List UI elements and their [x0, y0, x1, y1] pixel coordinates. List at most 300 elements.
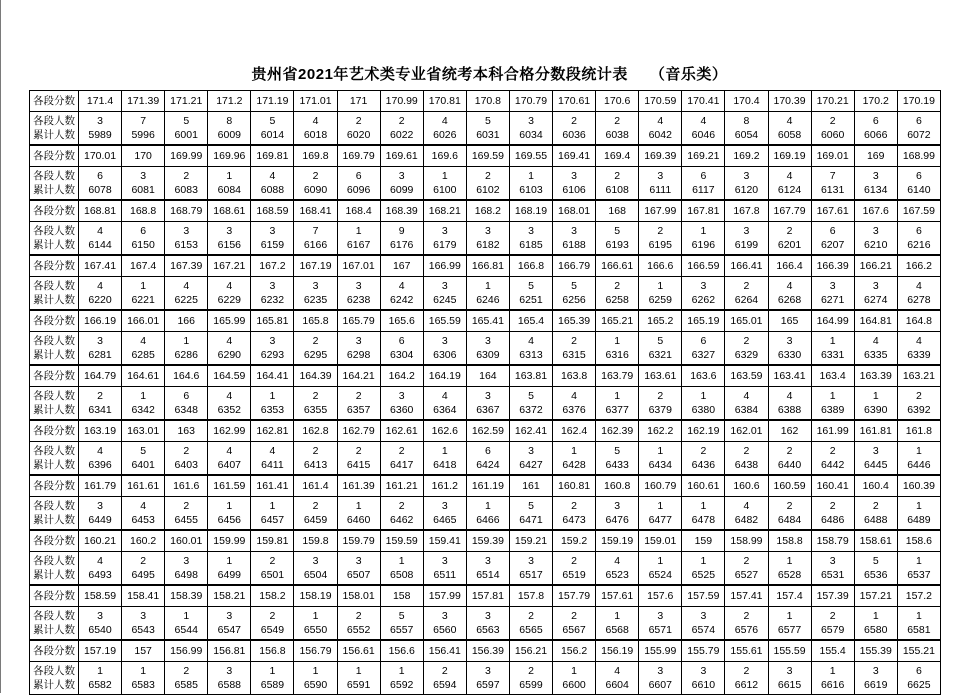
score-cell: 159.79 — [337, 530, 380, 552]
segment-count: 3 — [872, 170, 879, 182]
count-cell — [639, 552, 682, 586]
score-cell: 164.99 — [811, 310, 854, 332]
segment-count: 6 — [915, 170, 922, 182]
count-cell — [380, 497, 423, 531]
cumulative-count: 6379 — [648, 404, 672, 416]
score-cell: 167.4 — [122, 255, 165, 277]
segment-count: 2 — [571, 610, 577, 622]
segment-count: 3 — [700, 665, 707, 677]
segment-count: 3 — [571, 170, 577, 182]
count-cell — [337, 112, 380, 146]
count-cell — [811, 662, 854, 695]
cumulative-count-label: 累计人数 — [33, 404, 75, 416]
count-cell — [294, 387, 337, 421]
segment-count: 2 — [571, 555, 577, 567]
count-cell — [294, 662, 337, 695]
cumulative-count: 6083 — [174, 184, 198, 196]
segment-count: 1 — [97, 665, 103, 677]
score-row — [30, 475, 941, 497]
cumulative-count: 6100 — [433, 184, 457, 196]
cumulative-count: 5996 — [131, 129, 155, 141]
segment-count: 4 — [657, 115, 664, 127]
segment-count: 3 — [398, 170, 405, 182]
count-cell — [639, 607, 682, 641]
score-cell: 155.99 — [639, 640, 682, 662]
score-cell: 168.39 — [380, 200, 423, 222]
segment-count: 2 — [355, 115, 362, 127]
count-row-label — [30, 662, 79, 695]
score-row-label: 各段分数 — [30, 145, 79, 167]
cumulative-count: 6511 — [433, 569, 457, 581]
score-cell: 170.2 — [854, 91, 897, 112]
segment-count: 1 — [657, 500, 664, 512]
score-cell: 159.81 — [251, 530, 294, 552]
score-cell: 165.4 — [509, 310, 552, 332]
cumulative-count: 6251 — [519, 294, 543, 306]
score-cell: 160.39 — [897, 475, 940, 497]
score-cell: 168.4 — [337, 200, 380, 222]
count-cell — [122, 607, 165, 641]
cumulative-count-label: 累计人数 — [33, 184, 75, 196]
score-cell: 156.19 — [596, 640, 639, 662]
score-cell: 166.01 — [122, 310, 165, 332]
count-cell — [811, 607, 854, 641]
score-cell: 162 — [768, 420, 811, 442]
segment-count: 4 — [872, 335, 879, 347]
count-cell — [380, 387, 423, 421]
count-cell — [337, 387, 380, 421]
count-cell — [294, 607, 337, 641]
segment-count: 1 — [700, 225, 707, 237]
cumulative-count: 6560 — [433, 624, 457, 636]
cumulative-count: 6182 — [476, 239, 500, 251]
cumulative-count: 6528 — [777, 569, 802, 581]
score-cell: 167.59 — [897, 200, 940, 222]
score-cell: 160.81 — [553, 475, 596, 497]
score-cell: 159.59 — [380, 530, 423, 552]
score-cell: 168.8 — [122, 200, 165, 222]
score-cell: 158.8 — [768, 530, 811, 552]
count-cell — [423, 112, 466, 146]
score-cell: 168.2 — [466, 200, 509, 222]
cumulative-count-label: 累计人数 — [33, 514, 75, 526]
cumulative-count: 6615 — [777, 679, 802, 691]
score-cell: 168.61 — [208, 200, 251, 222]
cumulative-count: 6264 — [734, 294, 759, 306]
score-cell: 161.39 — [337, 475, 380, 497]
segment-count: 3 — [441, 610, 448, 622]
cumulative-count: 6036 — [562, 129, 586, 141]
cumulative-count: 6563 — [476, 624, 500, 636]
score-row-label: 各段分数 — [30, 420, 79, 442]
segment-count: 3 — [872, 665, 879, 677]
count-cell — [768, 442, 811, 476]
cumulative-count-label: 累计人数 — [33, 459, 75, 471]
cumulative-count: 6102 — [476, 184, 500, 196]
segment-count: 2 — [97, 390, 103, 402]
cumulative-count: 6220 — [88, 294, 112, 306]
score-cell: 170 — [122, 145, 165, 167]
count-cell — [208, 662, 251, 695]
segment-count: 1 — [657, 555, 664, 567]
count-cell — [553, 607, 596, 641]
cumulative-count: 6108 — [605, 184, 629, 196]
segment-count-label: 各段人数 — [33, 665, 75, 677]
score-row — [30, 145, 941, 167]
cumulative-count: 6357 — [346, 404, 371, 416]
cumulative-count: 6565 — [519, 624, 543, 636]
segment-count: 2 — [829, 500, 836, 512]
score-cell: 156.81 — [208, 640, 251, 662]
segment-count: 5 — [528, 500, 534, 512]
segment-count: 2 — [743, 335, 750, 347]
segment-count: 1 — [528, 170, 534, 182]
segment-count: 3 — [355, 555, 362, 567]
count-cell — [423, 497, 466, 531]
segment-count: 1 — [183, 335, 190, 347]
score-cell: 158.21 — [208, 585, 251, 607]
cumulative-count: 6081 — [131, 184, 155, 196]
count-cell — [423, 167, 466, 201]
score-row — [30, 200, 941, 222]
count-cell — [122, 167, 165, 201]
segment-count: 2 — [398, 115, 405, 127]
score-cell: 159.21 — [509, 530, 552, 552]
segment-count: 4 — [915, 335, 922, 347]
cumulative-count: 6616 — [820, 679, 845, 691]
count-cell — [897, 387, 940, 421]
segment-count: 1 — [355, 665, 362, 677]
count-cell — [380, 607, 423, 641]
segment-count: 3 — [355, 280, 362, 292]
page-edge-line — [0, 0, 1, 693]
score-cell: 165.39 — [553, 310, 596, 332]
count-cell — [337, 277, 380, 311]
cumulative-count: 6309 — [476, 349, 500, 361]
score-row-label: 各段分数 — [30, 255, 79, 277]
segment-count: 2 — [614, 115, 621, 127]
cumulative-count: 6498 — [174, 569, 198, 581]
score-cell: 169.6 — [423, 145, 466, 167]
cumulative-count: 6478 — [691, 514, 716, 526]
cumulative-count: 5989 — [88, 129, 112, 141]
cumulative-count: 6557 — [390, 624, 414, 636]
segment-count: 2 — [528, 610, 534, 622]
count-cell — [596, 662, 639, 695]
count-cell — [639, 332, 682, 366]
count-cell — [79, 662, 122, 695]
score-cell: 158.6 — [897, 530, 940, 552]
count-cell — [682, 332, 725, 366]
segment-count: 4 — [571, 390, 577, 402]
count-cell — [79, 387, 122, 421]
count-cell — [553, 552, 596, 586]
score-cell: 162.2 — [639, 420, 682, 442]
score-cell: 160.59 — [768, 475, 811, 497]
score-cell: 166.4 — [768, 255, 811, 277]
cumulative-count: 6042 — [648, 129, 672, 141]
count-row — [30, 277, 941, 311]
segment-count: 5 — [183, 115, 190, 127]
segment-count: 2 — [915, 390, 922, 402]
segment-count: 2 — [269, 555, 276, 567]
count-cell — [294, 112, 337, 146]
score-cell: 159 — [682, 530, 725, 552]
count-cell — [897, 442, 940, 476]
score-cell: 165 — [768, 310, 811, 332]
count-cell — [768, 167, 811, 201]
segment-count: 1 — [700, 500, 707, 512]
count-cell — [768, 387, 811, 421]
count-cell — [251, 662, 294, 695]
cumulative-count: 6537 — [907, 569, 931, 581]
count-cell — [854, 387, 897, 421]
score-cell: 165.2 — [639, 310, 682, 332]
cumulative-count: 6588 — [217, 679, 241, 691]
count-cell — [553, 167, 596, 201]
count-cell — [122, 442, 165, 476]
score-cell: 170.99 — [380, 91, 423, 112]
count-cell — [466, 167, 509, 201]
segment-count: 3 — [528, 555, 534, 567]
cumulative-count: 6619 — [864, 679, 888, 691]
segment-count: 1 — [915, 500, 922, 512]
segment-count: 2 — [743, 445, 750, 457]
cumulative-count-label: 累计人数 — [33, 349, 75, 361]
score-cell: 159.39 — [466, 530, 509, 552]
cumulative-count: 6589 — [260, 679, 285, 691]
cumulative-count: 6342 — [131, 404, 155, 416]
score-cell: 169 — [854, 145, 897, 167]
score-cell: 160.2 — [122, 530, 165, 552]
count-cell — [423, 442, 466, 476]
score-cell: 162.99 — [208, 420, 251, 442]
score-cell: 155.4 — [811, 640, 854, 662]
segment-count: 5 — [614, 445, 621, 457]
score-cell: 168.99 — [897, 145, 940, 167]
cumulative-count: 6517 — [519, 569, 543, 581]
score-cell: 170.21 — [811, 91, 854, 112]
cumulative-count: 6438 — [734, 459, 759, 471]
score-row — [30, 365, 941, 387]
segment-count: 2 — [872, 500, 879, 512]
count-cell — [165, 167, 208, 201]
count-cell — [811, 497, 854, 531]
count-cell — [725, 607, 768, 641]
cumulative-count: 6380 — [691, 404, 716, 416]
score-cell: 171.4 — [79, 91, 122, 112]
score-cell: 162.41 — [509, 420, 552, 442]
segment-count: 1 — [657, 445, 664, 457]
count-cell — [165, 222, 208, 256]
segment-count: 3 — [829, 280, 836, 292]
cumulative-count: 6457 — [260, 514, 285, 526]
segment-count: 3 — [484, 390, 491, 402]
cumulative-count: 6103 — [519, 184, 543, 196]
count-cell — [208, 497, 251, 531]
count-cell — [337, 607, 380, 641]
score-cell: 158.19 — [294, 585, 337, 607]
count-cell — [509, 442, 552, 476]
segment-count: 2 — [355, 445, 362, 457]
score-cell: 168.41 — [294, 200, 337, 222]
score-cell: 166.2 — [897, 255, 940, 277]
segment-count: 3 — [657, 170, 664, 182]
cumulative-count: 6060 — [820, 129, 845, 141]
segment-count: 2 — [614, 280, 621, 292]
score-cell: 168.59 — [251, 200, 294, 222]
segment-count-label: 各段人数 — [33, 610, 75, 622]
count-cell — [811, 277, 854, 311]
cumulative-count: 6514 — [476, 569, 500, 581]
score-cell: 161.21 — [380, 475, 423, 497]
score-cell: 163.61 — [639, 365, 682, 387]
count-cell — [811, 222, 854, 256]
count-cell — [380, 167, 423, 201]
segment-count: 3 — [484, 335, 491, 347]
count-cell — [854, 277, 897, 311]
segment-count: 3 — [312, 280, 319, 292]
segment-count: 2 — [829, 445, 836, 457]
cumulative-count: 6580 — [864, 624, 888, 636]
score-cell: 158.61 — [854, 530, 897, 552]
segment-count-label: 各段人数 — [33, 335, 75, 347]
cumulative-count: 6390 — [864, 404, 888, 416]
segment-count: 3 — [312, 555, 319, 567]
segment-count: 2 — [657, 225, 664, 237]
score-cell: 163.39 — [854, 365, 897, 387]
count-cell — [165, 662, 208, 695]
score-cell: 167.79 — [768, 200, 811, 222]
cumulative-count: 6352 — [217, 404, 241, 416]
segment-count: 1 — [441, 170, 448, 182]
count-cell — [596, 112, 639, 146]
segment-count: 6 — [484, 445, 491, 457]
segment-count: 2 — [571, 115, 577, 127]
count-cell — [165, 277, 208, 311]
cumulative-count: 6329 — [734, 349, 759, 361]
count-cell — [251, 167, 294, 201]
score-cell: 166.81 — [466, 255, 509, 277]
count-cell — [725, 167, 768, 201]
segment-count: 1 — [398, 665, 405, 677]
score-row-label: 各段分数 — [30, 200, 79, 222]
count-cell — [509, 167, 552, 201]
cumulative-count: 6460 — [346, 514, 371, 526]
count-cell — [682, 607, 725, 641]
segment-count: 1 — [915, 555, 922, 567]
count-cell — [897, 332, 940, 366]
score-cell: 163.79 — [596, 365, 639, 387]
segment-count: 1 — [657, 280, 664, 292]
segment-count: 2 — [571, 500, 577, 512]
cumulative-count: 6482 — [734, 514, 759, 526]
score-cell: 156.8 — [251, 640, 294, 662]
score-cell: 156.61 — [337, 640, 380, 662]
segment-count: 1 — [915, 445, 922, 457]
cumulative-count: 6341 — [88, 404, 112, 416]
score-cell: 163.81 — [509, 365, 552, 387]
count-cell — [768, 332, 811, 366]
segment-count: 4 — [915, 280, 922, 292]
segment-count: 3 — [872, 280, 879, 292]
cumulative-count: 6392 — [907, 404, 931, 416]
count-cell — [639, 497, 682, 531]
count-cell — [811, 442, 854, 476]
score-cell: 161.79 — [79, 475, 122, 497]
segment-count: 6 — [183, 390, 190, 402]
segment-count: 4 — [786, 115, 793, 127]
segment-count: 6 — [700, 170, 707, 182]
count-cell — [596, 332, 639, 366]
count-cell — [165, 442, 208, 476]
score-cell: 157 — [122, 640, 165, 662]
cumulative-count: 6046 — [691, 129, 716, 141]
cumulative-count: 6473 — [562, 514, 586, 526]
count-cell — [854, 662, 897, 695]
count-row-label — [30, 112, 79, 146]
count-cell — [337, 167, 380, 201]
score-cell: 170.41 — [682, 91, 725, 112]
score-cell: 158 — [380, 585, 423, 607]
score-cell: 161.61 — [122, 475, 165, 497]
segment-count: 4 — [97, 555, 103, 567]
segment-count: 3 — [97, 610, 103, 622]
segment-count: 1 — [829, 390, 836, 402]
count-row — [30, 112, 941, 146]
score-cell: 166.99 — [423, 255, 466, 277]
segment-count: 5 — [528, 390, 534, 402]
score-cell: 171 — [337, 91, 380, 112]
score-cell: 167 — [380, 255, 423, 277]
count-cell — [682, 497, 725, 531]
count-cell — [294, 332, 337, 366]
segment-count: 8 — [226, 115, 233, 127]
count-cell — [682, 387, 725, 421]
segment-count: 3 — [269, 280, 276, 292]
cumulative-count: 6427 — [519, 459, 543, 471]
cumulative-count: 6531 — [820, 569, 845, 581]
score-cell: 163.19 — [79, 420, 122, 442]
score-cell: 165.8 — [294, 310, 337, 332]
cumulative-count: 6436 — [691, 459, 716, 471]
count-cell — [553, 662, 596, 695]
segment-count: 3 — [226, 665, 233, 677]
segment-count: 5 — [140, 445, 147, 457]
score-cell: 165.81 — [251, 310, 294, 332]
count-cell — [768, 277, 811, 311]
count-cell — [596, 442, 639, 476]
count-cell — [337, 222, 380, 256]
segment-count: 4 — [441, 390, 448, 402]
score-cell: 163.59 — [725, 365, 768, 387]
segment-count: 3 — [872, 225, 879, 237]
cumulative-count: 6465 — [433, 514, 457, 526]
count-row-label — [30, 167, 79, 201]
count-cell — [208, 552, 251, 586]
count-cell — [466, 277, 509, 311]
segment-count: 4 — [226, 280, 233, 292]
score-cell: 158.39 — [165, 585, 208, 607]
cumulative-count: 6258 — [605, 294, 629, 306]
segment-count: 3 — [355, 335, 362, 347]
score-cell: 165.99 — [208, 310, 251, 332]
cumulative-count: 6290 — [217, 349, 241, 361]
cumulative-count: 6434 — [648, 459, 672, 471]
score-cell: 170.79 — [509, 91, 552, 112]
count-cell — [466, 552, 509, 586]
segment-count: 6 — [700, 335, 707, 347]
